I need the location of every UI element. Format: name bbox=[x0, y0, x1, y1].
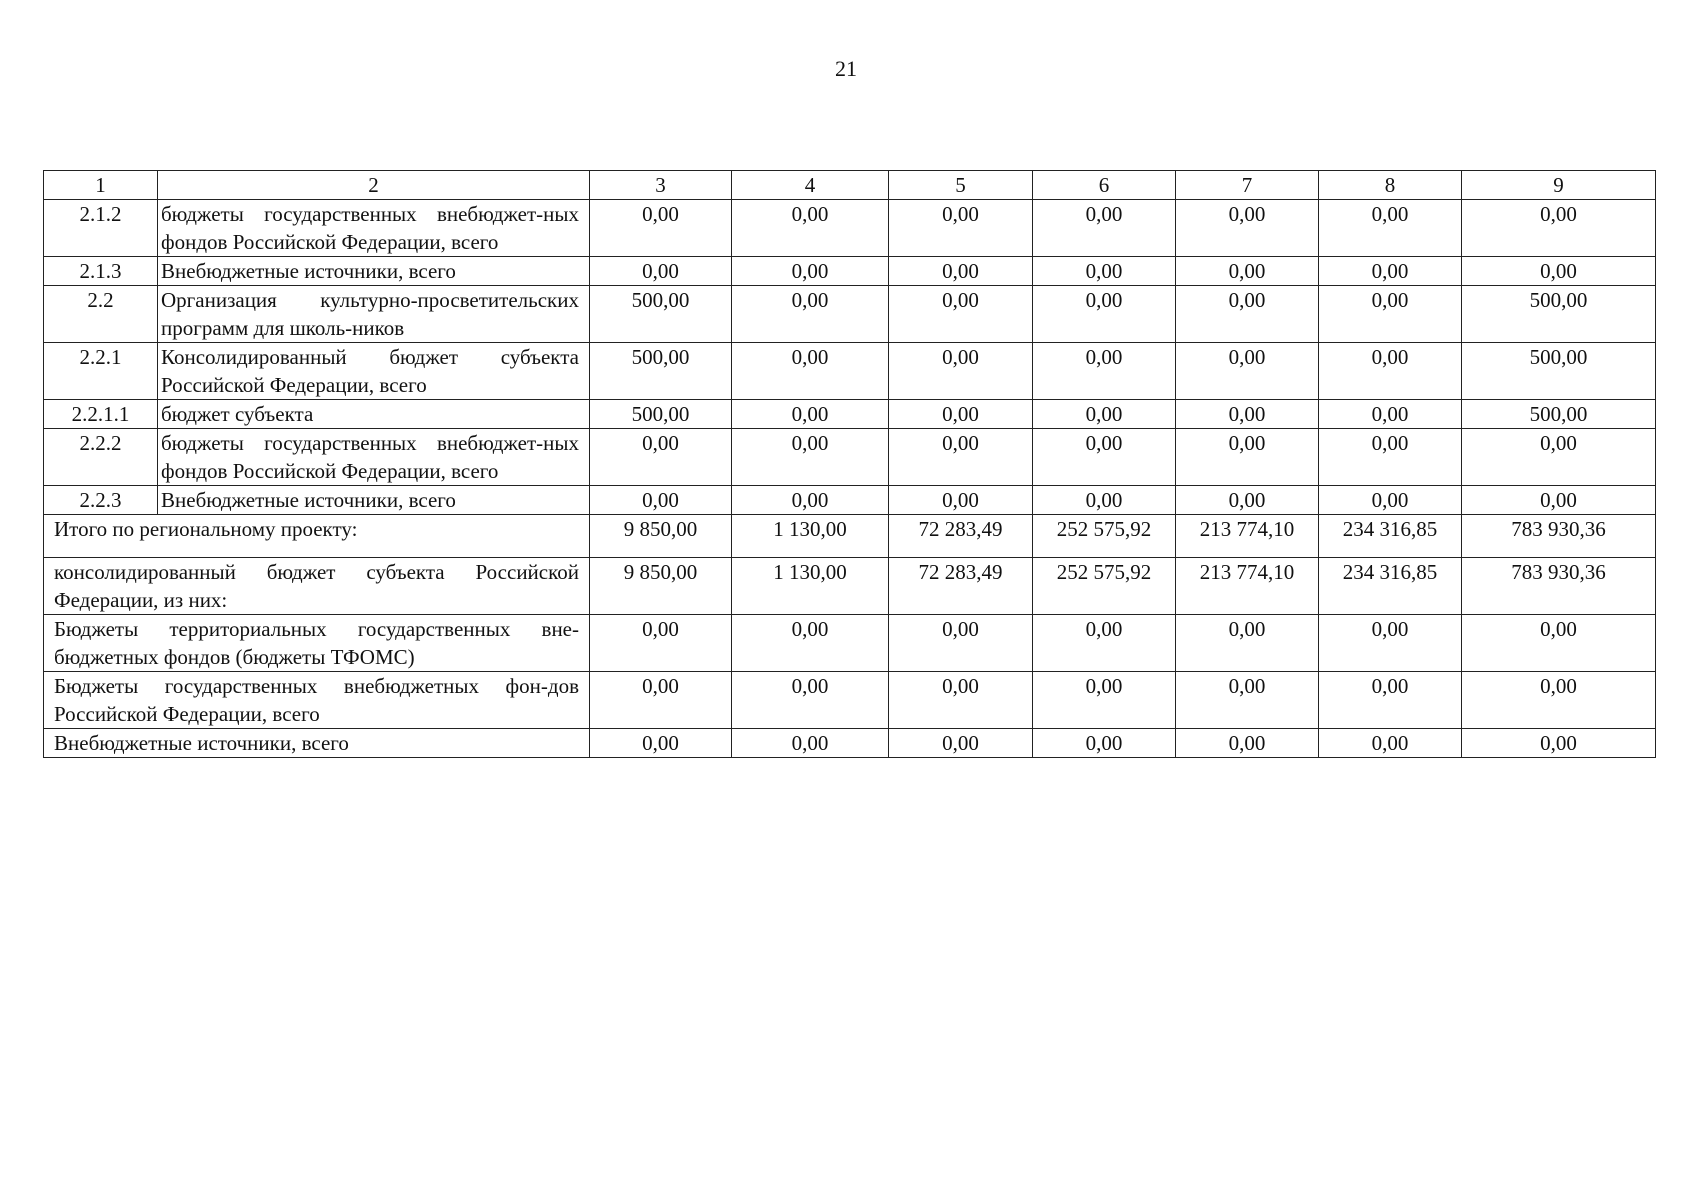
row-description: Внебюджетные источники, всего bbox=[158, 486, 590, 515]
value-cell: 0,00 bbox=[590, 615, 732, 672]
value-cell: 213 774,10 bbox=[1176, 515, 1319, 558]
table-row bbox=[44, 400, 1656, 429]
value-cell: 0,00 bbox=[1033, 615, 1176, 672]
value-cell: 0,00 bbox=[732, 615, 889, 672]
value-cell: 0,00 bbox=[1176, 429, 1319, 486]
value-cell: 0,00 bbox=[1462, 615, 1656, 672]
value-cell: 0,00 bbox=[1319, 200, 1462, 257]
value-cell: 0,00 bbox=[889, 343, 1033, 400]
value-cell: 0,00 bbox=[1319, 429, 1462, 486]
value-cell: 9 850,00 bbox=[590, 558, 732, 615]
value-cell: 0,00 bbox=[1176, 286, 1319, 343]
value-cell: 0,00 bbox=[732, 400, 889, 429]
value-cell: 0,00 bbox=[1033, 200, 1176, 257]
value-cell: 0,00 bbox=[1033, 429, 1176, 486]
value-cell: 0,00 bbox=[590, 729, 732, 758]
summary-row bbox=[44, 615, 1656, 672]
value-cell: 0,00 bbox=[1176, 486, 1319, 515]
row-code: 2.1.3 bbox=[44, 257, 158, 286]
value-cell: 0,00 bbox=[732, 200, 889, 257]
value-cell: 0,00 bbox=[1033, 286, 1176, 343]
value-cell: 0,00 bbox=[1033, 486, 1176, 515]
table-row bbox=[44, 257, 1656, 286]
value-cell: 72 283,49 bbox=[889, 558, 1033, 615]
table-row bbox=[44, 486, 1656, 515]
row-description: бюджеты государственных внебюджет-ных фондов Российской Федерации, всего bbox=[158, 429, 590, 486]
value-cell: 0,00 bbox=[889, 615, 1033, 672]
value-cell: 0,00 bbox=[1319, 343, 1462, 400]
table-row bbox=[44, 343, 1656, 400]
value-cell: 0,00 bbox=[590, 429, 732, 486]
value-cell: 9 850,00 bbox=[590, 515, 732, 558]
value-cell: 0,00 bbox=[732, 429, 889, 486]
value-cell: 0,00 bbox=[889, 729, 1033, 758]
row-code: 2.2.1 bbox=[44, 343, 158, 400]
value-cell: 213 774,10 bbox=[1176, 558, 1319, 615]
value-cell: 0,00 bbox=[732, 286, 889, 343]
value-cell: 0,00 bbox=[590, 200, 732, 257]
column-header: 5 bbox=[889, 171, 1033, 200]
budget-table bbox=[43, 170, 1656, 758]
column-header: 4 bbox=[732, 171, 889, 200]
value-cell: 0,00 bbox=[1462, 200, 1656, 257]
value-cell: 0,00 bbox=[889, 486, 1033, 515]
column-header: 6 bbox=[1033, 171, 1176, 200]
value-cell: 0,00 bbox=[732, 672, 889, 729]
summary-description: Бюджеты государственных внебюджетных фон-дов Российской Федерации, всего bbox=[44, 672, 590, 729]
summary-description: Внебюджетные источники, всего bbox=[44, 729, 590, 758]
value-cell: 0,00 bbox=[889, 400, 1033, 429]
value-cell: 72 283,49 bbox=[889, 515, 1033, 558]
value-cell: 0,00 bbox=[1176, 672, 1319, 729]
table-row bbox=[44, 286, 1656, 343]
total-row bbox=[44, 515, 1656, 558]
value-cell: 0,00 bbox=[1462, 486, 1656, 515]
value-cell: 0,00 bbox=[1033, 343, 1176, 400]
value-cell: 0,00 bbox=[1176, 400, 1319, 429]
row-description: Консолидированный бюджет субъекта Российской Федерации, всего bbox=[158, 343, 590, 400]
summary-row bbox=[44, 558, 1656, 615]
value-cell: 0,00 bbox=[732, 343, 889, 400]
value-cell: 0,00 bbox=[1462, 257, 1656, 286]
row-description: бюджеты государственных внебюджет-ных фондов Российской Федерации, всего bbox=[158, 200, 590, 257]
value-cell: 0,00 bbox=[1462, 672, 1656, 729]
row-code: 2.2.3 bbox=[44, 486, 158, 515]
summary-description: консолидированный бюджет субъекта Российской Федерации, из них: bbox=[44, 558, 590, 615]
row-code: 2.2.2 bbox=[44, 429, 158, 486]
value-cell: 500,00 bbox=[590, 400, 732, 429]
value-cell: 0,00 bbox=[1319, 486, 1462, 515]
value-cell: 0,00 bbox=[732, 729, 889, 758]
value-cell: 0,00 bbox=[889, 672, 1033, 729]
value-cell: 0,00 bbox=[889, 200, 1033, 257]
value-cell: 0,00 bbox=[1176, 257, 1319, 286]
value-cell: 1 130,00 bbox=[732, 558, 889, 615]
value-cell: 0,00 bbox=[590, 672, 732, 729]
value-cell: 0,00 bbox=[590, 486, 732, 515]
column-header: 7 bbox=[1176, 171, 1319, 200]
value-cell: 252 575,92 bbox=[1033, 558, 1176, 615]
value-cell: 0,00 bbox=[1033, 400, 1176, 429]
value-cell: 234 316,85 bbox=[1319, 558, 1462, 615]
value-cell: 0,00 bbox=[1319, 286, 1462, 343]
summary-row bbox=[44, 672, 1656, 729]
row-code: 2.2.1.1 bbox=[44, 400, 158, 429]
value-cell: 0,00 bbox=[1176, 343, 1319, 400]
value-cell: 0,00 bbox=[1033, 672, 1176, 729]
column-header: 9 bbox=[1462, 171, 1656, 200]
value-cell: 0,00 bbox=[1319, 615, 1462, 672]
value-cell: 500,00 bbox=[1462, 286, 1656, 343]
summary-row bbox=[44, 729, 1656, 758]
value-cell: 0,00 bbox=[732, 486, 889, 515]
summary-description: Бюджеты территориальных государственных вне-бюджетных фондов (бюджеты ТФОМС) bbox=[44, 615, 590, 672]
value-cell: 500,00 bbox=[1462, 343, 1656, 400]
table-row bbox=[44, 429, 1656, 486]
value-cell: 252 575,92 bbox=[1033, 515, 1176, 558]
summary-description: Итого по региональному проекту: bbox=[44, 515, 590, 558]
table-row bbox=[44, 200, 1656, 257]
value-cell: 0,00 bbox=[590, 257, 732, 286]
row-code: 2.2 bbox=[44, 286, 158, 343]
value-cell: 234 316,85 bbox=[1319, 515, 1462, 558]
value-cell: 783 930,36 bbox=[1462, 558, 1656, 615]
value-cell: 500,00 bbox=[590, 343, 732, 400]
column-header: 8 bbox=[1319, 171, 1462, 200]
value-cell: 0,00 bbox=[889, 286, 1033, 343]
value-cell: 783 930,36 bbox=[1462, 515, 1656, 558]
value-cell: 0,00 bbox=[889, 429, 1033, 486]
value-cell: 0,00 bbox=[1176, 729, 1319, 758]
value-cell: 0,00 bbox=[1176, 200, 1319, 257]
header-row bbox=[44, 171, 1656, 200]
value-cell: 0,00 bbox=[889, 257, 1033, 286]
value-cell: 500,00 bbox=[590, 286, 732, 343]
value-cell: 0,00 bbox=[1462, 729, 1656, 758]
value-cell: 500,00 bbox=[1462, 400, 1656, 429]
column-header: 2 bbox=[158, 171, 590, 200]
value-cell: 0,00 bbox=[732, 257, 889, 286]
page-number: 21 bbox=[835, 56, 857, 81]
value-cell: 0,00 bbox=[1462, 429, 1656, 486]
value-cell: 0,00 bbox=[1319, 672, 1462, 729]
column-header: 1 bbox=[44, 171, 158, 200]
row-description: бюджет субъекта bbox=[158, 400, 590, 429]
value-cell: 0,00 bbox=[1319, 729, 1462, 758]
row-description: Организация культурно-просветительских программ для школь-ников bbox=[158, 286, 590, 343]
row-code: 2.1.2 bbox=[44, 200, 158, 257]
column-header: 3 bbox=[590, 171, 732, 200]
value-cell: 1 130,00 bbox=[732, 515, 889, 558]
row-description: Внебюджетные источники, всего bbox=[158, 257, 590, 286]
value-cell: 0,00 bbox=[1033, 729, 1176, 758]
value-cell: 0,00 bbox=[1033, 257, 1176, 286]
value-cell: 0,00 bbox=[1176, 615, 1319, 672]
value-cell: 0,00 bbox=[1319, 400, 1462, 429]
value-cell: 0,00 bbox=[1319, 257, 1462, 286]
